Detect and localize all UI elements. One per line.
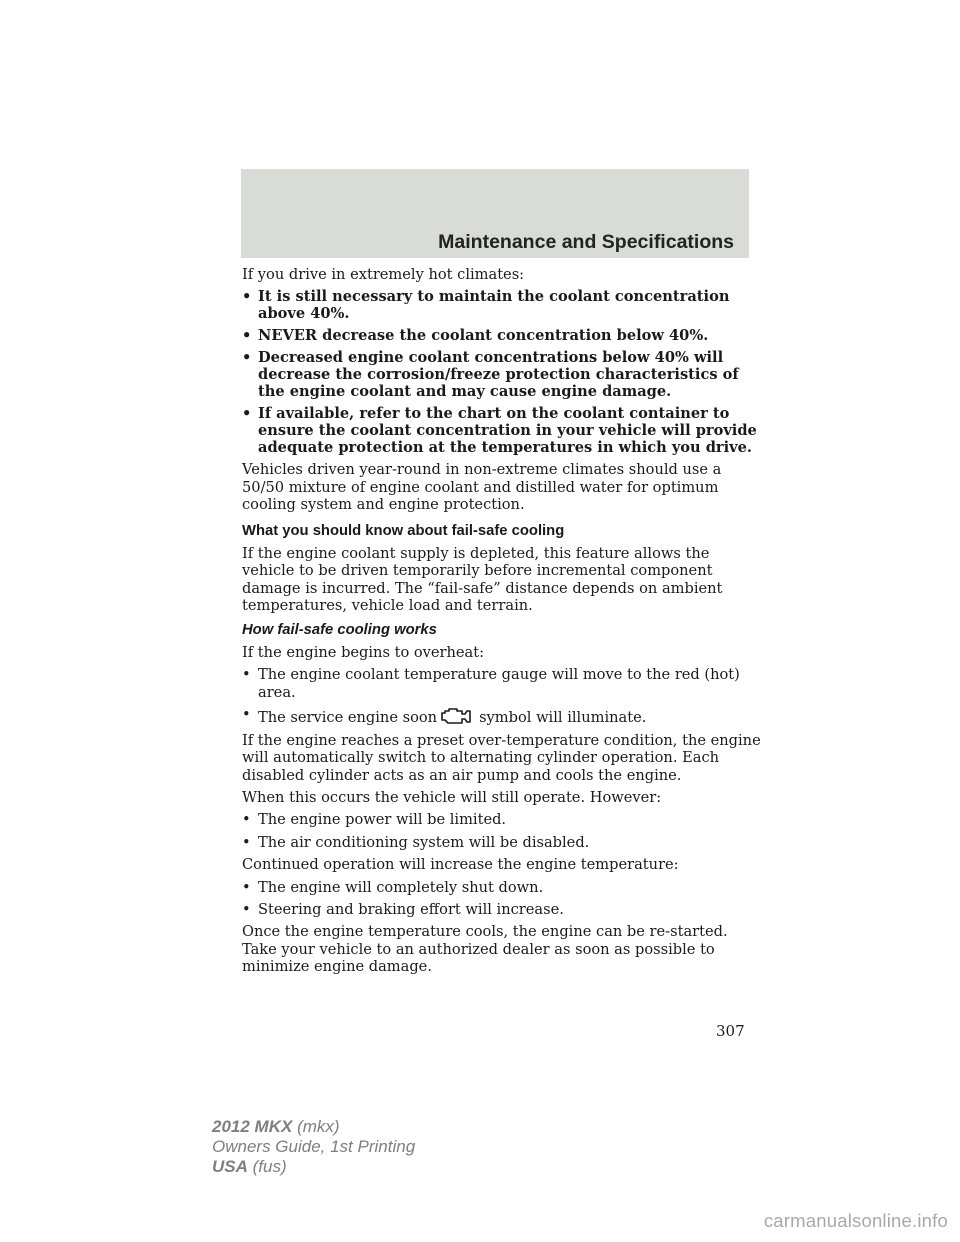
bullet-text-before-icon: The service engine soon <box>258 709 438 727</box>
list-item <box>242 901 762 918</box>
footer-line-2: Owners Guide, 1st Printing <box>212 1137 416 1156</box>
bullet-text: The engine power will be limited. <box>258 811 507 829</box>
bullet-text: Decreased engine coolant concentrations below 40% will decrease the corrosion/freeze protection characteristics of the engine coolant and may cause engine damage. <box>258 349 739 401</box>
bullet-text: Steering and braking effort will increase. <box>258 900 564 918</box>
section-header-band <box>241 169 749 258</box>
list-item <box>242 405 762 456</box>
list-item <box>242 706 762 726</box>
watermark: carmanualsonline.info <box>763 1210 948 1231</box>
footer-line-3 <box>212 1157 415 1177</box>
closing-paragraph: Once the engine temperature cools, the engine can be re-started. Take your vehicle to an authorized dealer as soon as possible to minimize engine damage. <box>242 923 728 976</box>
footer-market-tag: (fus) <box>252 1157 287 1176</box>
list-item <box>242 834 762 851</box>
bullet-dot: • <box>242 900 251 918</box>
bullet-text: The engine coolant temperature gauge will move to the red (hot) area. <box>258 666 740 701</box>
section-title: Maintenance and Specifications <box>438 231 734 253</box>
how-it-works-heading: How fail-safe cooling works <box>242 621 437 638</box>
footer-model-tag: (mkx) <box>297 1117 340 1136</box>
continued-paragraph: Continued operation will increase the engine temperature: <box>242 856 679 874</box>
bullet-text: It is still necessary to maintain the coolant concentration above 40%. <box>258 288 730 323</box>
still-operate-paragraph: When this occurs the vehicle will still operate. However: <box>242 788 662 806</box>
footer-market: USA <box>212 1157 248 1176</box>
bullet-dot: • <box>242 666 251 684</box>
list-item <box>242 327 762 344</box>
bullet-text: The air conditioning system will be disabled. <box>258 833 590 851</box>
continued-list <box>242 879 762 919</box>
bullet-dot: • <box>242 288 252 306</box>
overheat-list <box>242 666 762 726</box>
operate-list <box>242 811 762 851</box>
page-content <box>242 266 762 981</box>
failsafe-paragraph: If the engine coolant supply is depleted, this feature allows the vehicle to be driven temporarily before incremental component damage is incurred. The “fail-safe” distance depends on ambient temperatures, vehicle load and terrain. <box>242 545 723 615</box>
bullet-dot: • <box>242 878 251 896</box>
bullet-dot: • <box>242 405 252 423</box>
overtemp-paragraph: If the engine reaches a preset over-temperature condition, the engine will automatically switch to alternating cylinder operation. Each disabled cylinder acts as an air pump and cools the engine. <box>242 731 761 784</box>
bullet-text: If available, refer to the chart on the coolant container to ensure the coolant concentration in your vehicle will provide adequate protection at the temperatures in which you drive. <box>258 405 757 457</box>
page-number: 307 <box>716 1022 745 1040</box>
bullet-dot: • <box>242 349 252 367</box>
list-item <box>242 288 762 322</box>
bullet-dot: • <box>242 327 252 345</box>
list-item <box>242 666 762 701</box>
hot-climate-intro: If you drive in extremely hot climates: <box>242 266 525 283</box>
list-item <box>242 349 762 400</box>
bullet-text-after-icon: symbol will illuminate. <box>479 709 647 727</box>
mixture-paragraph: Vehicles driven year-round in non-extreme climates should use a 50/50 mixture of engine coolant and distilled water for optimum cooling system and engine protection. <box>242 461 722 514</box>
overheat-intro: If the engine begins to overheat: <box>242 644 485 662</box>
hot-climate-list <box>242 288 762 456</box>
list-item <box>242 879 762 896</box>
bullet-text: The engine will completely shut down. <box>258 878 544 896</box>
bullet-dot: • <box>242 833 251 851</box>
footer-model: 2012 MKX <box>212 1117 293 1136</box>
bullet-dot: • <box>242 706 251 724</box>
bullet-text: NEVER decrease the coolant concentration below 40%. <box>258 327 709 345</box>
document-footer <box>212 1117 415 1177</box>
bullet-dot: • <box>242 811 251 829</box>
engine-icon <box>439 706 473 726</box>
footer-line-1 <box>212 1117 415 1137</box>
list-item <box>242 811 762 828</box>
failsafe-heading: What you should know about fail-safe cooling <box>242 522 565 539</box>
